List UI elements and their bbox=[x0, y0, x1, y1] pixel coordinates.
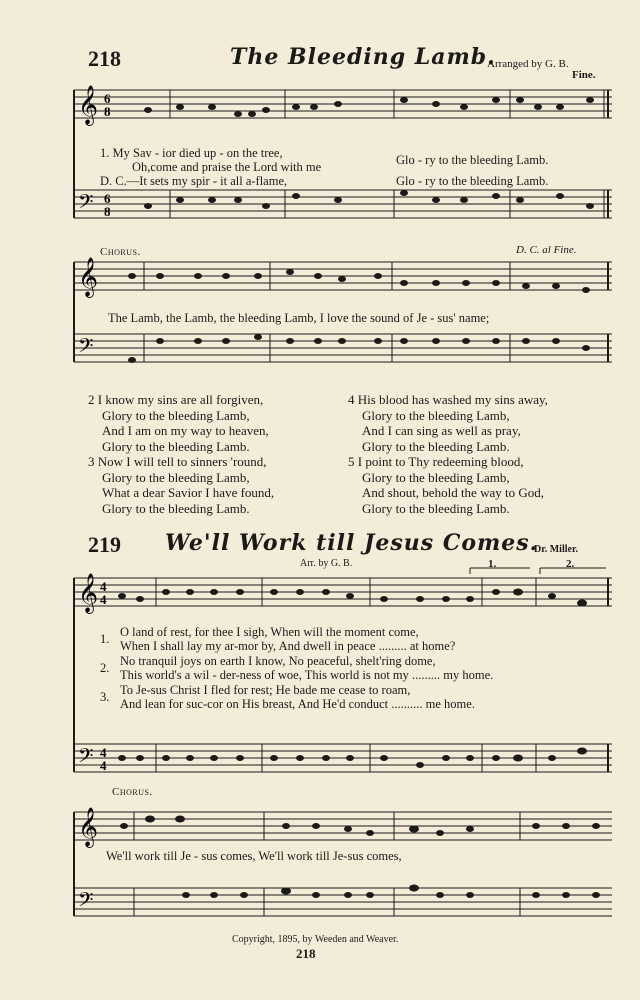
svg-text:𝄢: 𝄢 bbox=[78, 334, 94, 362]
svg-text:8: 8 bbox=[104, 104, 111, 119]
hymn-219-chorus-line: We'll work till Je - sus comes, We'll work till Je-sus comes, bbox=[106, 849, 402, 863]
hymn-219-composer: Dr. Miller. bbox=[534, 544, 578, 555]
second-ending-label: 2. bbox=[566, 558, 575, 570]
svg-text:𝄞: 𝄞 bbox=[78, 257, 99, 297]
fine-marking: Fine. bbox=[572, 69, 596, 81]
svg-text:4: 4 bbox=[100, 579, 107, 594]
hymn-219-v2-line-a: No tranquil joys on earth I know, No peaceful, shelt'ring dome, bbox=[120, 654, 436, 668]
hymn-219-v3-line-a: To Je-sus Christ I fled for rest; He bade me cease to roam, bbox=[120, 683, 411, 697]
svg-text:𝄢: 𝄢 bbox=[78, 888, 94, 916]
hymn-219-v3-line-b: And lean for suc-cor on His breast, And He'd conduct .......... me home. bbox=[120, 697, 475, 711]
hymn-218-stanza-3: 3 Now I will tell to sinners 'round, Glory to the bleeding Lamb, What a dear Savior I have found, Glory to the bleeding Lamb. bbox=[88, 454, 275, 516]
hymn-219-verse-num-2: 2. bbox=[100, 661, 110, 675]
hymn-219-title: We'll Work till Jesus Comes. bbox=[165, 530, 539, 556]
first-ending-label: 1. bbox=[488, 558, 497, 570]
hymn-218-arranger: Arranged by G. B. bbox=[487, 58, 569, 70]
svg-text:𝄞: 𝄞 bbox=[78, 807, 99, 847]
page-number: 218 bbox=[296, 946, 316, 961]
hymn-218-verse1-line1: 1. My Sav - ior died up - on the tree, bbox=[100, 146, 283, 160]
hymn-218-stanza-5: 5 I point to Thy redeeming blood, Glory to the bleeding Lamb, And shout, behold the way to God, Glory to the bleeding Lamb. bbox=[348, 454, 544, 516]
svg-text:4: 4 bbox=[100, 758, 107, 773]
hymn-219-v1-line-b: When I shall lay my ar-mor by, And dwell in peace ......... at home? bbox=[120, 639, 456, 653]
svg-text:8: 8 bbox=[104, 204, 111, 219]
hymn-218-dc-line: D. C.—It sets my spir - it all a-flame, bbox=[100, 174, 288, 188]
hymn-218-title: The Bleeding Lamb. bbox=[230, 44, 496, 70]
copyright-notice: Copyright, 1895, by Weeden and Weaver. bbox=[232, 934, 399, 945]
hymn-219-chorus-label: Chorus. bbox=[112, 786, 153, 798]
dc-al-fine-marking: D. C. al Fine. bbox=[516, 244, 577, 256]
svg-text:𝄞: 𝄞 bbox=[78, 573, 99, 613]
hymn-219-verse-num-3: 3. bbox=[100, 690, 110, 704]
hymn-219-verse-num-1: 1. bbox=[100, 632, 110, 646]
svg-text:4: 4 bbox=[100, 745, 107, 760]
hymn-218-refrain-line: Glo - ry to the bleeding Lamb. bbox=[396, 153, 549, 167]
svg-text:4: 4 bbox=[100, 592, 107, 607]
hymn-218-number: 218 bbox=[88, 46, 121, 71]
hymn-218-chorus-line: The Lamb, the Lamb, the bleeding Lamb, I love the sound of Je - sus' name; bbox=[108, 311, 490, 325]
hymn-218-stanza-2: 2 I know my sins are all forgiven, Glory to the bleeding Lamb, And I am on my way to heaven, Glory to the bleeding Lamb. bbox=[88, 392, 269, 454]
hymn-218-verse1-line2: Oh,come and praise the Lord with me bbox=[132, 160, 322, 174]
svg-text:6: 6 bbox=[104, 91, 111, 106]
svg-text:𝄢: 𝄢 bbox=[78, 190, 94, 218]
svg-text:6: 6 bbox=[104, 191, 111, 206]
hymn-219-arranger: Arr. by G. B. bbox=[300, 558, 353, 569]
hymn-219-v2-line-b: This world's a wil - der-ness of woe, This world is not my ......... my home. bbox=[120, 668, 494, 682]
svg-text:𝄞: 𝄞 bbox=[78, 85, 99, 125]
hymn-218-stanza-4: 4 His blood has washed my sins away, Glory to the bleeding Lamb, And I can sing as well as pray, Glory to the bleeding Lamb. bbox=[348, 392, 548, 454]
hymn-219-number: 219 bbox=[88, 532, 121, 557]
hymn-219-v1-line-a: O land of rest, for thee I sigh, When will the moment come, bbox=[120, 625, 419, 639]
hymn-218-dc-refrain: Glo - ry to the bleeding Lamb. bbox=[396, 174, 549, 188]
hymn-218-chorus-label: Chorus. bbox=[100, 246, 141, 258]
svg-text:𝄢: 𝄢 bbox=[78, 744, 94, 772]
